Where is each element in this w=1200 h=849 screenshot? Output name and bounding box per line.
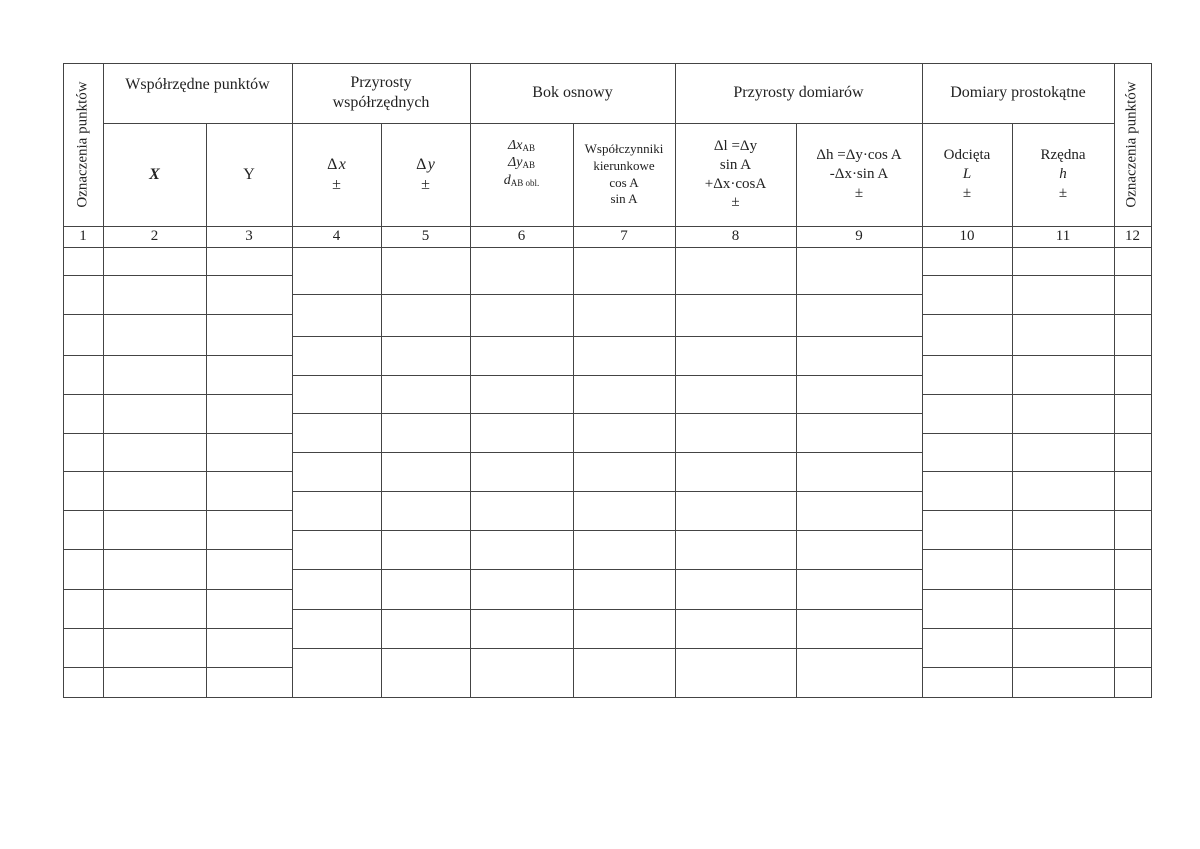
column-number-2: [103, 226, 206, 247]
header-increments-line1: Przyrosty: [350, 74, 412, 91]
ordinate-pm: ±: [1058, 184, 1068, 201]
subheader-x-label: X: [149, 165, 160, 183]
dx-symbol: Δ: [327, 155, 338, 173]
dx-var: x: [338, 155, 346, 173]
header-group-divider: [103, 123, 1115, 124]
row-line-left: [63, 589, 293, 590]
coeff-line1: Współczynniki: [584, 140, 664, 156]
column-number-5-text: 5: [421, 228, 430, 245]
header-offset-increments: [675, 63, 922, 123]
column-number-9: [796, 226, 922, 247]
dy-symbol: Δ: [416, 155, 427, 173]
row-line-middle: [292, 452, 923, 453]
subheader-base-increments: [470, 123, 573, 203]
column-number-11-text: 11: [1055, 228, 1071, 245]
column-number-7-text: 7: [620, 228, 628, 245]
dl-line2: sin A: [719, 156, 752, 173]
subheader-delta-h: [796, 123, 922, 226]
row-line-right: [922, 314, 1152, 315]
column-number-8-text: 8: [731, 228, 740, 245]
subheader-x: [103, 123, 206, 226]
grid-vline: [381, 123, 382, 698]
column-number-11: [1012, 226, 1114, 247]
column-number-3-text: 3: [245, 228, 253, 245]
column-number-12: [1114, 226, 1151, 247]
grid-vline: [470, 63, 471, 698]
dab-sub: AB obl.: [510, 177, 540, 188]
dl-pm: ±: [731, 194, 740, 211]
row-line-right: [922, 471, 1152, 472]
column-number-12-text: 12: [1125, 228, 1140, 245]
row-line-right: [922, 549, 1152, 550]
grid-vline: [1012, 123, 1013, 698]
column-number-10-text: 10: [959, 228, 975, 245]
abscissa-pm: ±: [962, 184, 972, 201]
header-rect-offsets: [922, 63, 1114, 123]
grid-vline: [1151, 63, 1152, 698]
row-line-right: [922, 394, 1152, 395]
row-line-middle: [292, 294, 923, 295]
row-line-right: [922, 510, 1152, 511]
dx-pm: ±: [332, 175, 341, 193]
row-line-left: [63, 275, 293, 276]
row-line-left: [63, 433, 293, 434]
header-base-side-label: Bok osnowy: [532, 84, 613, 101]
row-line-middle: [292, 413, 923, 414]
grid-vline: [103, 63, 104, 698]
row-line-right: [922, 589, 1152, 590]
grid-vline: [292, 63, 293, 698]
row-line-middle: [292, 375, 923, 376]
header-base-side: [470, 63, 675, 123]
row-line-middle: [292, 609, 923, 610]
grid-vline: [675, 63, 676, 698]
column-number-10: [922, 226, 1012, 247]
row-line-middle: [292, 491, 923, 492]
dxab-label: Δx: [508, 137, 523, 153]
header-offset-increments-label: Przyrosty domiarów: [733, 84, 864, 101]
side-label-left: Oznaczenia punktów: [74, 81, 91, 208]
coeff-sin: sin A: [610, 191, 638, 207]
subheader-direction-coeffs: [573, 123, 675, 226]
row-line-right: [922, 667, 1152, 668]
grid-vline: [206, 123, 207, 698]
grid-vline: [922, 63, 923, 698]
abscissa-var: L: [962, 166, 972, 183]
column-number-6-text: 6: [517, 228, 526, 245]
dl-line3: +Δx·cosA: [704, 175, 767, 192]
dh-line1: Δh =Δy·cos A: [816, 147, 902, 164]
dh-line2: -Δx·sin A: [829, 166, 889, 183]
column-number-1-text: 1: [79, 228, 87, 245]
grid-vline: [796, 123, 797, 698]
dab-label: d: [503, 172, 511, 188]
grid-vline: [1114, 63, 1115, 698]
row-line-left: [63, 667, 293, 668]
row-line-left: [63, 549, 293, 550]
column-number-3: [206, 226, 292, 247]
row-line-left: [63, 394, 293, 395]
dy-pm: ±: [421, 175, 430, 193]
ordinate-var: h: [1059, 166, 1067, 183]
row-line-left: [63, 471, 293, 472]
row-line-left: [63, 510, 293, 511]
dl-line1: Δl =Δy: [713, 138, 758, 154]
subheader-ordinate: [1012, 123, 1114, 226]
row-line-left: [63, 355, 293, 356]
row-line-middle: [292, 336, 923, 337]
row-line-right: [922, 628, 1152, 629]
subheader-dx: [292, 123, 381, 226]
column-number-1: [63, 226, 103, 247]
grid-vline: [573, 123, 574, 698]
subheader-abscissa: [922, 123, 1012, 226]
dy-var: y: [427, 155, 435, 173]
header-coordinates-label: Współrzędne punktów: [125, 76, 270, 93]
subheader-dy: [381, 123, 470, 226]
header-rect-offsets-label: Domiary prostokątne: [950, 84, 1086, 101]
subheader-y: [206, 123, 292, 226]
side-label-right: Oznaczenia punktów: [1124, 81, 1141, 208]
point-label-column-right: [1114, 63, 1151, 226]
table-border-top: [63, 63, 1152, 64]
coeff-line2: kierunkowe: [593, 157, 655, 173]
coeff-cos: cos A: [609, 174, 639, 190]
grid-vline: [63, 63, 64, 698]
row-line-middle: [292, 569, 923, 570]
row-line-left: [63, 314, 293, 315]
dh-pm: ±: [854, 184, 864, 201]
row-line-right: [922, 433, 1152, 434]
header-increments-line2: współrzędnych: [332, 94, 430, 111]
column-number-2-text: 2: [150, 228, 159, 245]
header-bottom-line: [63, 226, 1152, 227]
column-number-7: [573, 226, 675, 247]
column-number-8: [675, 226, 796, 247]
subheader-y-label: Y: [243, 165, 255, 183]
row-line-middle: [292, 530, 923, 531]
header-coordinates: [103, 63, 292, 107]
dxab-sub: AB: [522, 142, 535, 153]
dyab-sub: AB: [522, 160, 535, 171]
row-line-left: [63, 628, 293, 629]
numbers-bottom-line: [63, 247, 1152, 248]
subheader-delta-l: [675, 123, 796, 226]
column-number-4-text: 4: [332, 228, 341, 245]
column-number-4: [292, 226, 381, 247]
row-line-right: [922, 275, 1152, 276]
row-line-middle: [292, 648, 923, 649]
column-number-5: [381, 226, 470, 247]
column-number-6: [470, 226, 573, 247]
table-border-bottom: [63, 697, 1152, 698]
column-number-9-text: 9: [855, 228, 863, 245]
ordinate-label: Rzędna: [1040, 147, 1086, 164]
header-increments: [292, 63, 470, 123]
dyab-label: Δy: [508, 155, 523, 171]
row-line-right: [922, 355, 1152, 356]
point-label-column-left: [63, 63, 103, 226]
abscissa-label: Odcięta: [943, 147, 991, 164]
